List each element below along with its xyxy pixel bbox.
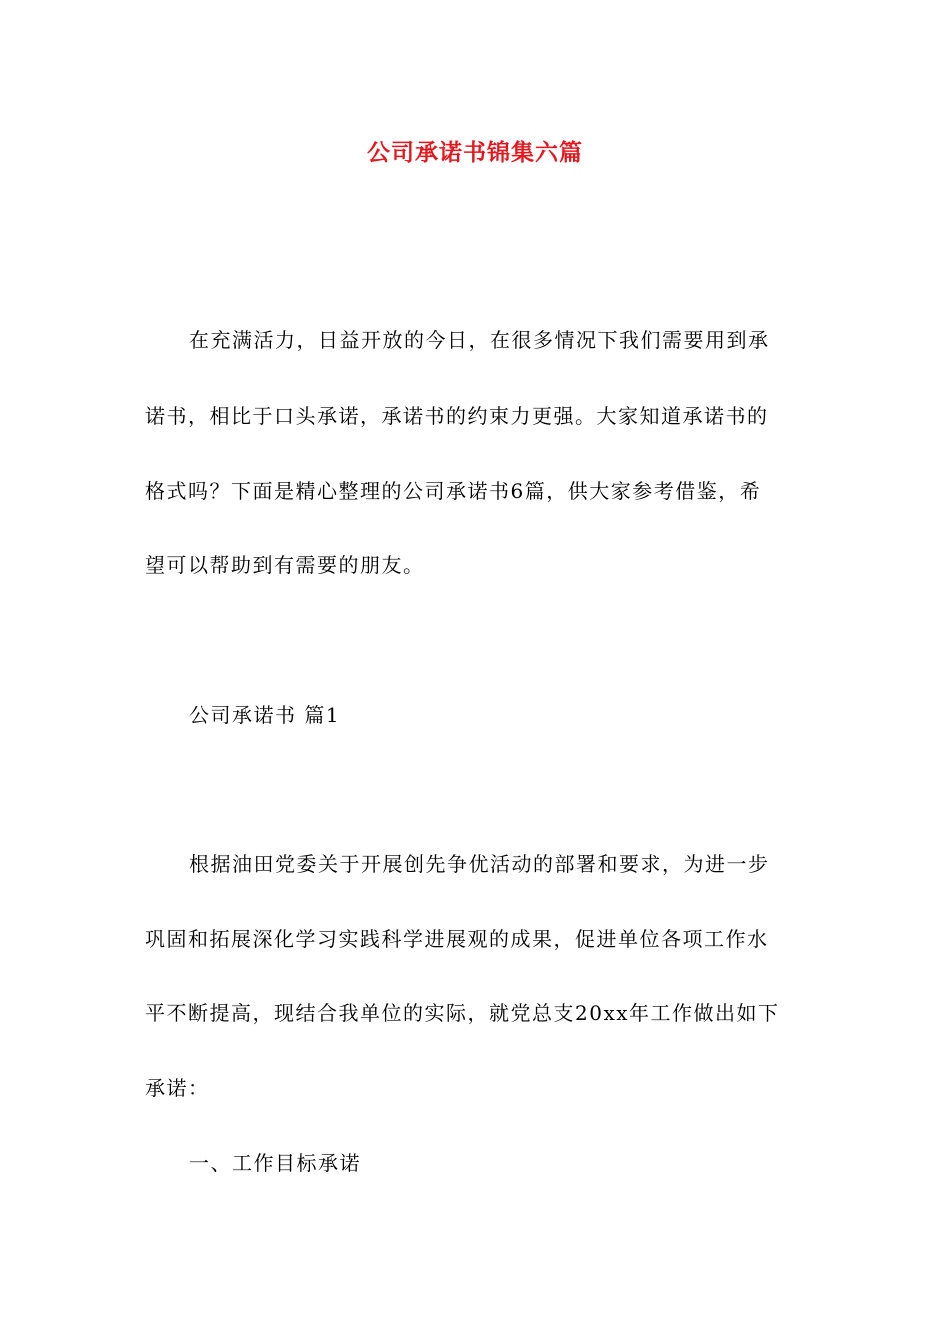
subheading: 一、工作目标承诺 [189,1151,361,1175]
document-title: 公司承诺书锦集六篇 [367,139,583,166]
intro-line: 望可以帮助到有需要的朋友。 [145,553,425,577]
body-line: 承诺： [145,1076,210,1100]
section-heading: 公司承诺书 篇1 [189,703,341,727]
body-line: 根据油田党委关于开展创先争优活动的部署和要求，为进一步 [189,852,770,876]
intro-line: 格式吗？下面是精心整理的公司承诺书6篇，供大家参考借鉴，希 [145,479,762,503]
body-line: 巩固和拓展深化学习实践科学进展观的成果，促进单位各项工作水 [145,927,769,951]
body-line: 平不断提高，现结合我单位的实际，就党总支20xx年工作做出如下 [145,1001,780,1025]
intro-line: 在充满活力，日益开放的今日，在很多情况下我们需要用到承 [189,328,770,352]
intro-line: 诺书，相比于口头承诺，承诺书的约束力更强。大家知道承诺书的 [145,404,769,428]
